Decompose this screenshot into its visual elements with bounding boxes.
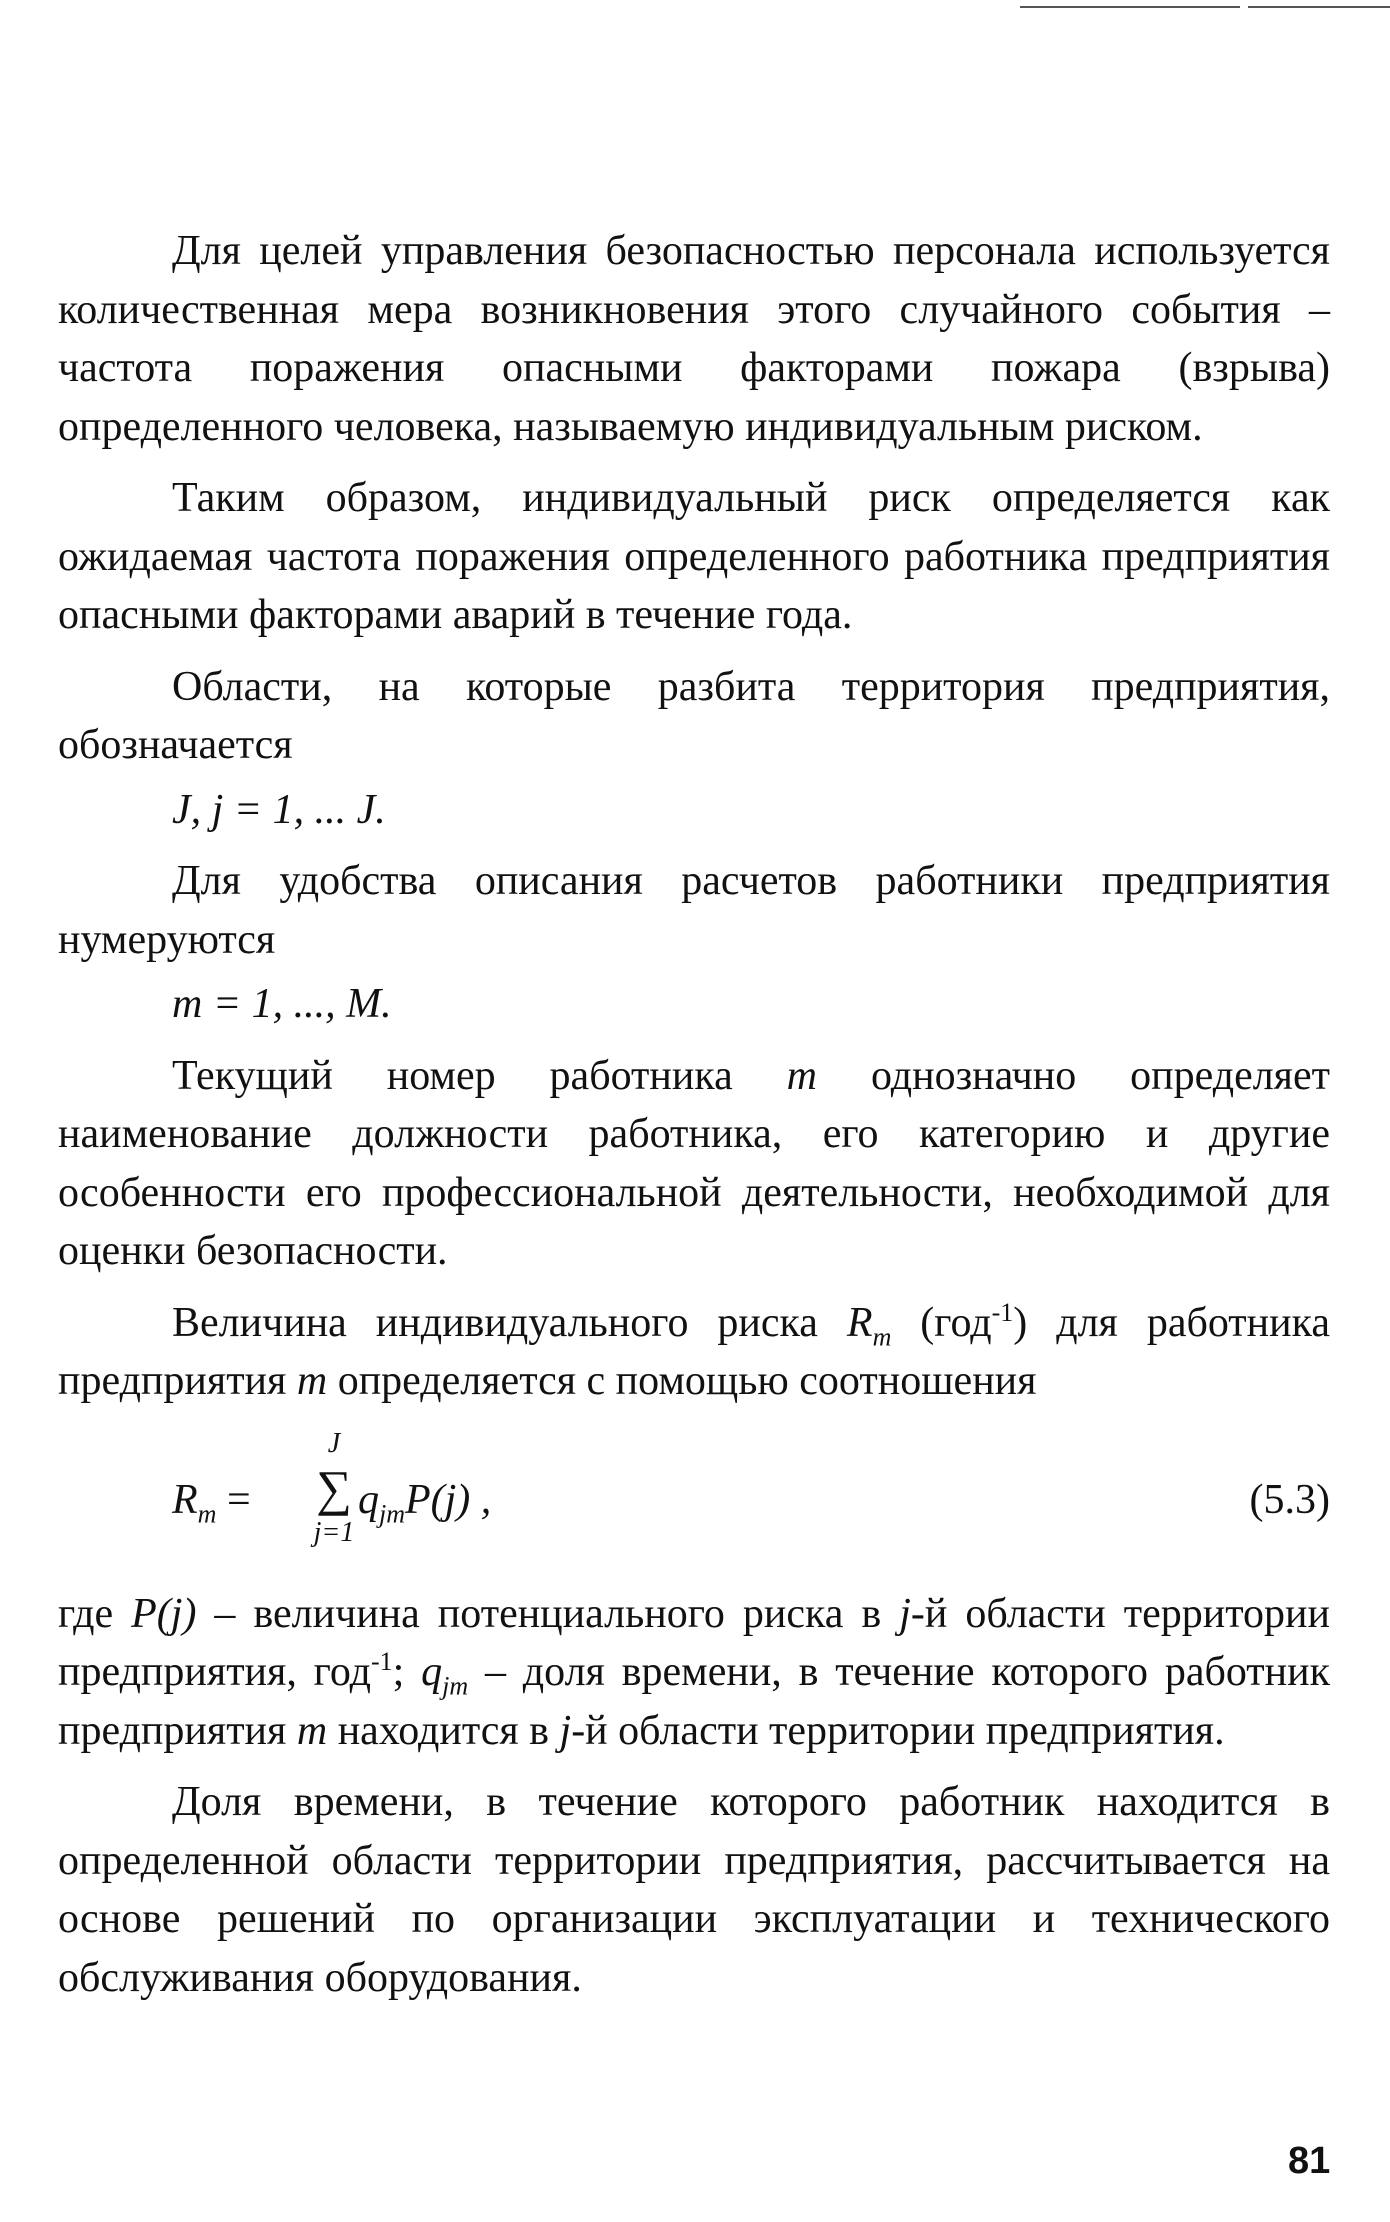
paragraph-areas: Области, на которые разбита территория предприятия, обозначается: [58, 663, 1330, 768]
equation-equals: =: [216, 1476, 251, 1523]
superscript-minus-one: -1: [371, 1647, 393, 1676]
equation-R: R: [172, 1476, 198, 1523]
variable-m: m: [786, 1052, 818, 1099]
variable-j: j: [899, 1590, 911, 1637]
paragraph-individual-risk-definition: Таким образом, индивидуальный риск определяется как ожидаемая частота поражения определенного работника предприятия опасными факторами аварий в течение года.: [58, 475, 1330, 638]
text: ) для работника предприятия: [58, 1299, 1331, 1404]
formula-workers: m = 1, ..., M.: [172, 981, 392, 1027]
equation-lhs: [172, 1471, 251, 1530]
sum-upper-limit: J: [327, 1427, 341, 1459]
top-rule-left: [1020, 6, 1240, 8]
paragraph-worker-number: [58, 1047, 1330, 1281]
variable-m: m: [296, 1358, 328, 1404]
superscript-minus-one: -1: [991, 1297, 1014, 1327]
page-number: 81: [1288, 2140, 1331, 2182]
text: (год: [891, 1299, 992, 1346]
equation-q: q: [358, 1476, 379, 1523]
sum-lower-limit: j=1: [313, 1516, 355, 1548]
text: ;: [392, 1649, 422, 1695]
text: Величина индивидуального риска: [172, 1299, 847, 1346]
paragraph-where: [58, 1585, 1330, 1761]
formula-areas: J, j = 1, ... J.: [172, 786, 386, 833]
subscript-jm: jm: [442, 1671, 469, 1701]
text: – доля времени, в течение которого работник предприятия: [58, 1649, 1331, 1754]
text: -й области территории предприятия.: [571, 1707, 1225, 1754]
text: находится в: [327, 1707, 560, 1754]
top-rule-right: [1248, 6, 1390, 8]
equation-rhs: [358, 1471, 491, 1530]
text: где: [58, 1590, 132, 1637]
variable-Pj: P(j): [131, 1590, 197, 1637]
text: -й области территории предприятия, год: [58, 1590, 1330, 1695]
paragraph-time-share: Доля времени, в течение которого работник находится в определенной области территории предприятия, рассчитывается на основе решений по организации эксплуатации и технического обслуживания оборудования.: [58, 1779, 1330, 2001]
text: определяется с помощью соотношения: [327, 1358, 1037, 1404]
equation-5-3: [58, 1429, 1330, 1579]
paragraph-individual-risk-intro: Для целей управления безопасностью персонала используется количественная мера возникновения этого случайного события – частота поражения опасными факторами пожара (взрыва) определенного человека, называемую индивидуальным риском.: [58, 228, 1330, 450]
equation-R-subscript: m: [197, 1498, 217, 1528]
text: однозначно определяет наименование должности работника, его категорию и другие особенности его профессиональной деятельности, необходимой для оценки безопасности.: [58, 1052, 1330, 1274]
variable-q: q: [421, 1649, 443, 1695]
text: – величина потенциального риска в: [196, 1590, 900, 1637]
paragraph-workers-numbering: Для удобства описания расчетов работники предприятия нумеруются: [58, 858, 1330, 963]
paragraph-risk-value: [58, 1294, 1330, 1411]
text: Текущий номер работника: [172, 1052, 787, 1099]
subscript-m: m: [872, 1321, 892, 1351]
variable-j: j: [559, 1707, 572, 1754]
summation: [304, 1429, 364, 1549]
sum-symbol: ∑: [316, 1459, 352, 1516]
page-body: [58, 222, 1330, 2007]
equation-q-subscript: jm: [379, 1498, 405, 1528]
equation-number: (5.3): [1249, 1476, 1330, 1523]
variable-m: m: [296, 1707, 328, 1754]
equation-P: P(j) ,: [405, 1476, 492, 1523]
variable-R: R: [846, 1299, 873, 1346]
